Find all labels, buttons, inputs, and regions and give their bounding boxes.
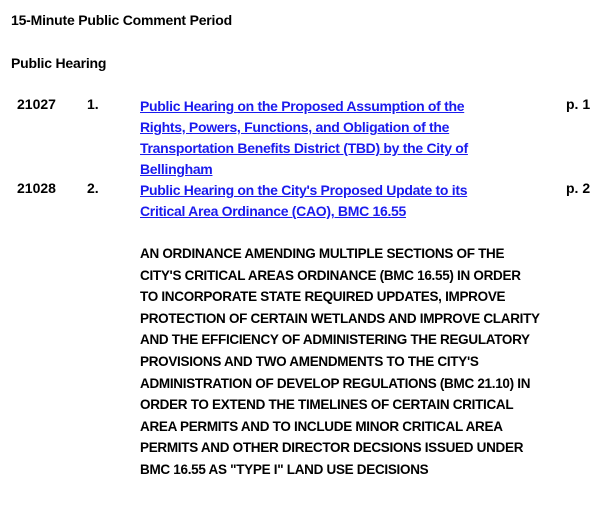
ordinance-description: AN ORDINANCE AMENDING MULTIPLE SECTIONS OF THE CITY'S CRITICAL AREAS ORDINANCE (BMC 16.55) IN ORDER TO INCORPORATE STATE REQUIRED UPDATES, IMPROVE PROTECTION OF CERTAIN WETLANDS AND IMPROVE CLARITY AND THE EFFICIENCY OF ADMINISTERING THE REGULATORY PROVISIONS AND TWO AMENDMENTS TO THE CITY'S ADMINISTRATION OF DEVELOP REGULATIONS (BMC 21.10) IN ORDER TO EXTEND THE TIMELINES OF CERTAIN CRITICAL AREA PERMITS AND TO INCLUDE MINOR CRITICAL AREA PERMITS AND OTHER DIRECTOR DECSIONS ISSUED UNDER BMC 16.55 AS "TYPE I" LAND USE DECISIONS [140,246,540,477]
item-page: p. 2 [566,180,591,196]
item-title-link[interactable]: Public Hearing on the City's Proposed Update to its Critical Area Ordinance (CAO), BMC 16.55 [140,182,468,219]
item-number: 21028 [17,180,56,196]
item-page: p. 1 [566,96,591,112]
public-hearing-heading: Public Hearing [11,55,107,71]
item-index: 1. [87,96,99,112]
item-index: 2. [87,180,99,196]
comment-period-heading: 15-Minute Public Comment Period [11,12,232,28]
item-title-link[interactable]: Public Hearing on the Proposed Assumption of the Rights, Powers, Functions, and Obligation of the Transportation Benefits District (TBD) by the City of Bellingham [140,98,468,177]
item-number: 21027 [17,96,56,112]
